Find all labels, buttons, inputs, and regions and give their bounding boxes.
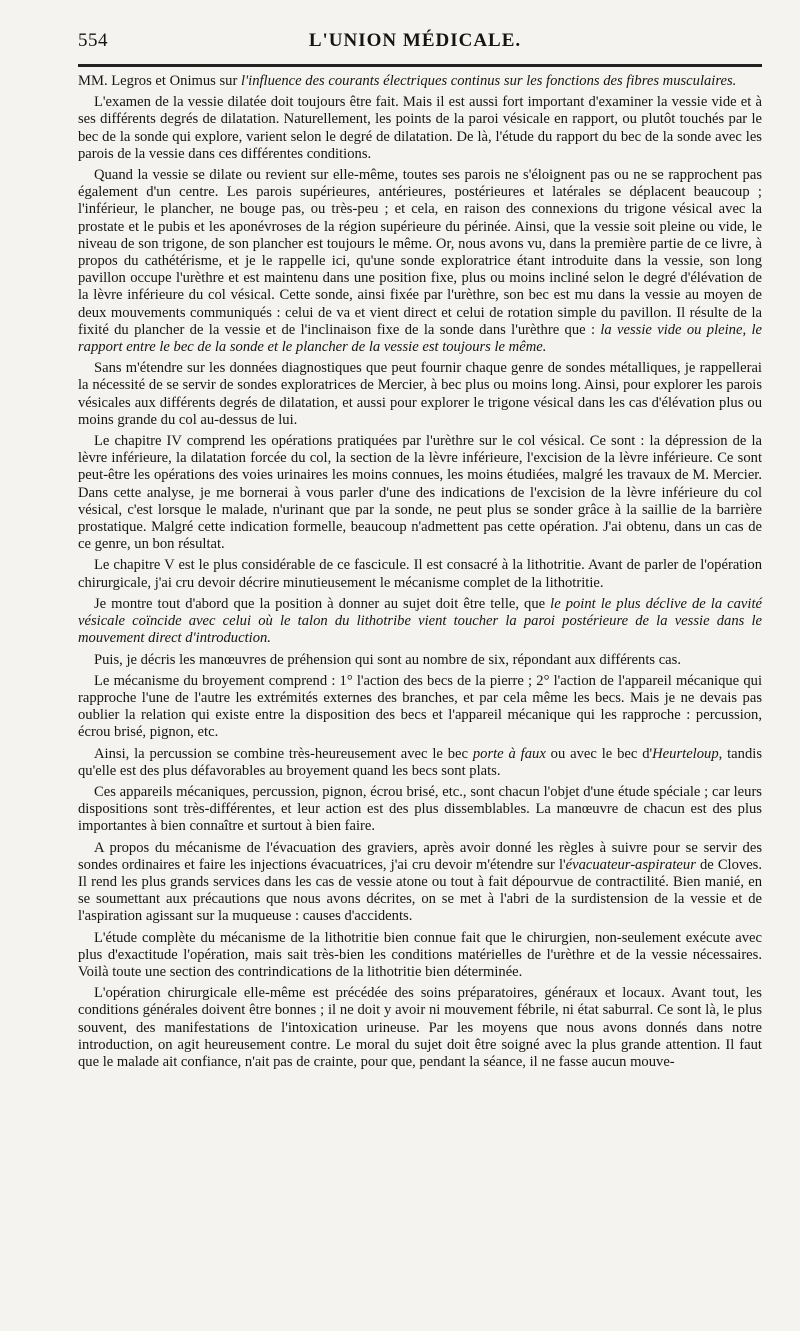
header-rule — [78, 64, 762, 67]
text-run: Puis, je décris les manœuvres de préhension qui sont au nombre de six, répondant aux différents cas. — [94, 651, 681, 668]
page-number: 554 — [78, 30, 108, 51]
paragraph — [78, 784, 762, 836]
text-run: Le chapitre IV comprend les opérations pratiquées par l'urèthre sur le col vésical. Ce sont : la dépression de la lèvre inférieure, la dilatation forcée du col, la section de la lèvre inférieure, l'excision de la lèvre inférieure. Ce sont peut-être les opérations des voies urinaires les moins connues, les moins étudiées, malgré les travaux de M. Mercier. Dans cette analyse, je me bornerai à vous parler d'une des indications de l'excision de la lèvre inférieure du col vésical, c'est lorsque le malade, n'urinant que par la sonde, ne peut plus se sonder grâce à la saillie de la barrière prostatique. Malgré cette indication formelle, beaucoup n'admettent pas cette opération. J'ai obtenu, dans un cas de ce genre, un bon résultat. — [78, 433, 762, 553]
text-run: de Cloves. Il rend les plus grands services dans les cas de vessie atone ou tout à fait dépourvue de contractilité. Bien manié, en se soumettant aux précautions que nous avons décrites, on se met à l'abri de la surdistension de la vessie et de l'aspiration agissant sur la muqueuse : causes d'accidents. — [78, 856, 763, 925]
paragraph — [78, 433, 762, 553]
text-run: Le chapitre V est le plus considérable de ce fascicule. Il est consacré à la lithotritie. Avant de parler de l'opération chirurgicale, j'ai cru devoir décrire minutieusement le mécanisme complet de la lithotritie. — [78, 557, 762, 591]
text-run: A propos du mécanisme de l'évacuation des graviers, après avoir donné les règles à suivre pour se servir des sondes ordinaires et faire les injections évacuatrices, j'ai cru devoir m'étendre sur l' — [78, 839, 762, 873]
paragraph — [78, 930, 762, 982]
paragraph — [78, 652, 762, 669]
paragraph — [78, 94, 762, 163]
journal-title: L'UNION MÉDICALE. — [308, 30, 522, 51]
italic-text: Heurteloup — [652, 745, 719, 762]
paragraph — [78, 673, 762, 742]
text-run: Quand la vessie se dilate ou revient sur elle-même, toutes ses parois ne s'éloignent pas ou ne se rapprochent pas également d'un centre. Les parois supérieures, antérieures, postérieures et latérales se déplacent beaucoup ; l'inférieur, le plancher, ne bouge pas, ou très-peu ; et cela, en raison des connexions du trigone vésical avec la prostate et le pubis et les aponévroses de la région supérieure du périnée. Ainsi, que la vessie soit pleine ou vide, le niveau de son trigone, de son plancher est toujours le même. Or, nous avons vu, dans la première partie de ce livre, à propos du cathétérisme, et je le rappelle ici, qu'une sonde exploratrice étant introduite dans la vessie, son long pavillon occupe l'urèthre et est maintenu dans une position fixe, plus ou moins incliné selon le degré d'élévation de la lèvre inférieure du col vésical. Cette sonde, ainsi fixée par l'urèthre, son bec est mu dans la vessie au moyen de deux mouvements communiqués : celui de va et vient direct et celui de rotation simple du pavillon. Il résulte de la fixité du plancher de la vessie et de l'inclinaison fixe de la sonde dans l'urèthre que : — [78, 167, 762, 338]
paragraph — [78, 360, 762, 429]
paragraph — [78, 73, 762, 90]
text-run: Je montre tout d'abord que la position à donner au sujet doit être telle, que — [94, 595, 551, 612]
italic-text: le point le plus déclive de la cavité vésicale coïncide avec celui où le talon du lithotribe vient toucher la paroi postérieure de la vessie dans le mouvement direct d'introduction. — [78, 595, 762, 647]
paragraph — [78, 746, 762, 780]
text-run: ou avec le bec d' — [545, 745, 653, 762]
text-run: Sans m'étendre sur les données diagnostiques que peut fournir chaque genre de sondes métalliques, je rappellerai la nécessité de se servir de sondes exploratrices de Mercier, à bec plus ou moins long. Ainsi, pour explorer les parois vésicales aux différents degrés de dilatation, et aussi pour explorer le trigone vésical dans les cas d'élévation plus ou moins grande du col au-dessus de lui. — [78, 360, 762, 428]
running-head — [78, 30, 762, 60]
paragraph — [78, 985, 762, 1071]
paragraph — [78, 596, 762, 648]
text-run: MM. Legros et Onimus sur — [78, 73, 241, 89]
paragraph — [78, 557, 762, 591]
text-run: Ainsi, la percussion se combine très-heureusement avec le bec — [94, 745, 473, 762]
text-run: , tandis qu'elle est des plus défavorables au broyement quand les becs sont plats. — [78, 745, 762, 779]
italic-text: évacuateur-aspirateur — [565, 856, 696, 873]
text-run: L'étude complète du mécanisme de la lithotritie bien connue fait que le chirurgien, non-seulement exécute avec plus d'exactitude l'opération, mais sait très-bien les conditions matérielles de l'urèthre et de la vessie nécessaires. Voilà toute une section des contrindications de la lithotritie bien déterminée. — [78, 929, 762, 980]
text-run: Le mécanisme du broyement comprend : 1° l'action des becs de la pierre ; 2° l'action de l'appareil mécanique qui rapproche l'une de l'autre les extrémités externes des branches, et par cela même les becs. Mais je ne devais pas oublier la relation qui existe entre la disposition des becs et l'appareil mécanique qui les rapproche : percussion, écrou brisé, pignon, etc. — [78, 672, 762, 741]
text-run: Ces appareils mécaniques, percussion, pignon, écrou brisé, etc., sont chacun l'objet d'une étude spéciale ; car leurs dispositions sont très-différentes, et leur action est des plus dissemblables. La manœuvre de chacun est des plus importantes à bien connaître et surtout à bien faire. — [78, 783, 762, 835]
italic-text: la vessie vide ou pleine, le rapport entre le bec de la sonde et le plancher de la vessie est toujours le même. — [78, 321, 762, 356]
body-text — [78, 73, 762, 1071]
paragraph — [78, 840, 762, 926]
italic-text: l'influence des courants électriques continus sur les fonctions des fibres musculaires. — [240, 73, 737, 89]
paragraph — [78, 167, 762, 356]
text-run: L'examen de la vessie dilatée doit toujours être fait. Mais il est aussi fort important d'examiner la vessie vide et à ses différents degrés de dilatation. Naturellement, les points de la paroi vésicale en rapport, ou plutôt touchés par le bec de la sonde qui explore, varient selon le degré de dilatation. De là, l'étude du rapport du bec de la sonde avec les parois de la vessie dans ces différentes conditions. — [78, 94, 762, 162]
text-run: L'opération chirurgicale elle-même est précédée des soins préparatoires, généraux et locaux. Avant tout, les conditions générales doivent être bonnes ; il ne doit y avoir ni mouvement fébrile, ni état saburral. Ce sont là, le plus souvent, des manifestations de l'intoxication urineuse. Par les moyens que nous avons donnés dans notre introduction, on agit heureusement contre. Le moral du sujet doit être soigné avec la plus grande attention. Il faut que le malade ait confiance, n'ait pas de crainte, pour que, pendant la séance, il ne fasse aucun mouve- — [78, 985, 762, 1070]
italic-text: porte à faux — [472, 745, 546, 762]
